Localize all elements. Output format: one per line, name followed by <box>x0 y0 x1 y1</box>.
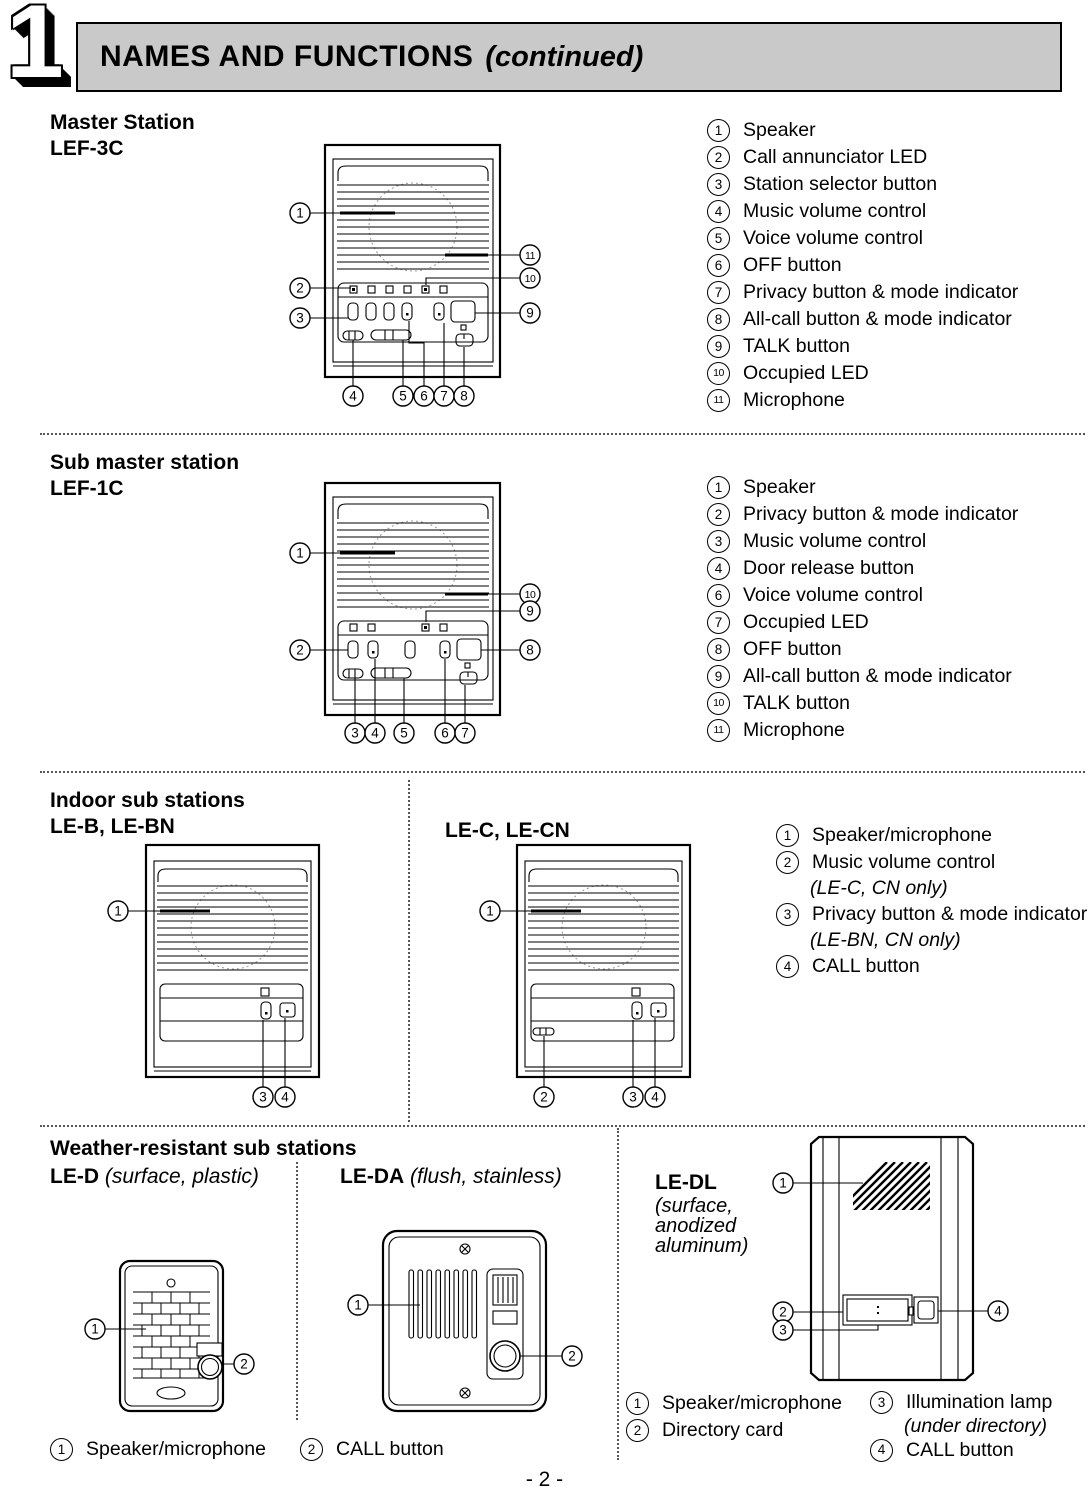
part-number: 11 <box>707 389 730 412</box>
master-model: LEF-3C <box>50 137 124 160</box>
le-d-heading <box>50 1164 259 1189</box>
chapter-number: 1 <box>6 0 64 100</box>
part-label: Speaker <box>743 119 816 141</box>
callout-number: 6 <box>441 725 449 741</box>
part-number: 1 <box>50 1438 73 1461</box>
callout-number: 9 <box>526 603 534 619</box>
callout-number: 1 <box>779 1175 787 1191</box>
callout-number: 10 <box>524 589 536 601</box>
part-number: 4 <box>776 955 799 978</box>
callout-number: 2 <box>296 280 304 296</box>
callout-number: 3 <box>779 1322 787 1338</box>
master-title: Master Station <box>50 111 195 134</box>
part-item <box>707 279 1018 306</box>
part-item <box>707 474 1018 501</box>
le-dl-heading <box>655 1170 748 1256</box>
part-item <box>776 849 1087 876</box>
callout-number: 3 <box>629 1089 637 1105</box>
part-number: 11 <box>707 719 730 742</box>
part-item <box>707 636 1018 663</box>
part-item <box>707 306 1018 333</box>
le-da-diagram <box>340 1225 600 1415</box>
section-title-bar <box>76 22 1062 92</box>
indoor-title: Indoor sub stations <box>50 789 245 812</box>
part-number: 4 <box>870 1439 893 1462</box>
led-row <box>350 624 447 631</box>
part-number: 7 <box>707 611 730 634</box>
callout-number: 3 <box>259 1089 267 1105</box>
part-label: CALL button <box>336 1438 444 1460</box>
le-b-diagram <box>105 840 365 1140</box>
part-label: TALK button <box>743 692 850 714</box>
part-label: Music volume control <box>743 200 927 222</box>
part-label: Speaker <box>743 476 816 498</box>
submaster-title: Sub master station <box>50 451 240 474</box>
part-number: 1 <box>707 119 730 142</box>
part-number: 1 <box>776 824 799 847</box>
callout-number: 10 <box>524 273 536 285</box>
part-item <box>776 822 1087 849</box>
le-dl-variant-line: anodized <box>655 1215 737 1237</box>
submaster-parts-list <box>707 474 1018 744</box>
part-number: 1 <box>707 476 730 499</box>
callout-number: 4 <box>651 1089 659 1105</box>
callout-number: 4 <box>371 725 379 741</box>
le-da-heading <box>340 1164 562 1189</box>
button-row <box>348 301 475 322</box>
part-label: CALL button <box>906 1438 1014 1461</box>
column-divider <box>408 780 410 1122</box>
part-label: Speaker/microphone <box>662 1392 842 1414</box>
part-label: Privacy button & mode indicator <box>743 281 1019 303</box>
le-c-diagram <box>476 840 736 1140</box>
le-dl-model: LE-DL <box>655 1171 717 1194</box>
part-number: 10 <box>707 692 730 715</box>
master-station-diagram <box>285 135 545 435</box>
part-label: CALL button <box>812 955 920 977</box>
callout-number: 1 <box>296 545 304 561</box>
callout-number: 7 <box>440 388 448 404</box>
part-number: 4 <box>707 557 730 580</box>
indoor-section-heading <box>50 788 245 840</box>
callout-number: 8 <box>460 388 468 404</box>
indoor-parts-list <box>776 822 1087 980</box>
callout-number: 2 <box>779 1304 787 1320</box>
le-d-diagram <box>75 1240 275 1420</box>
callout-number: 2 <box>568 1348 576 1364</box>
part-item <box>707 528 1018 555</box>
volume-controls <box>343 325 473 346</box>
part-note: (LE-C, CN only) <box>810 877 948 899</box>
indoor-model-b: LE-C, LE-CN <box>445 819 570 842</box>
callout-number: 5 <box>400 725 408 741</box>
section-divider <box>40 1125 1085 1127</box>
button-row <box>348 639 481 660</box>
submaster-section-heading <box>50 450 239 502</box>
volume-controls <box>343 663 477 684</box>
le-d-variant: (surface, plastic) <box>104 1165 259 1188</box>
part-number: 6 <box>707 254 730 277</box>
part-number: 7 <box>707 281 730 304</box>
part-item <box>707 717 1018 744</box>
le-d-model: LE-D <box>50 1165 99 1188</box>
speaker-slots <box>409 1270 477 1338</box>
part-number: 8 <box>707 638 730 661</box>
part-item <box>50 1436 266 1463</box>
part-item <box>626 1390 842 1417</box>
callout-number: 1 <box>114 903 122 919</box>
part-label: OFF button <box>743 254 842 276</box>
part-number: 3 <box>870 1391 893 1414</box>
indoor-model-a: LE-B, LE-BN <box>50 815 175 838</box>
part-label: Directory card <box>662 1419 784 1441</box>
speaker-hatch <box>833 1162 983 1216</box>
callout-number: 3 <box>296 310 304 326</box>
callout-number: 1 <box>296 205 304 221</box>
part-label: Door release button <box>743 557 915 579</box>
part-number: 5 <box>707 227 730 250</box>
le-dl-parts-col2 <box>870 1390 1052 1463</box>
part-label: Call annunciator LED <box>743 146 928 168</box>
part-item <box>707 609 1018 636</box>
sub-master-station-diagram <box>285 473 545 773</box>
part-note: (LE-BN, CN only) <box>810 929 961 951</box>
part-number: 4 <box>707 200 730 223</box>
callout-number: 1 <box>486 903 494 919</box>
part-number: 2 <box>776 851 799 874</box>
callout-number: 1 <box>91 1321 99 1337</box>
submaster-model: LEF-1C <box>50 477 124 500</box>
callout-number: 2 <box>296 642 304 658</box>
part-label: Illumination lamp <box>906 1391 1053 1413</box>
part-label: Privacy button & mode indicator <box>743 503 1019 525</box>
part-item <box>707 198 1018 225</box>
part-number: 3 <box>707 173 730 196</box>
callout-number: 5 <box>399 388 407 404</box>
part-label: Voice volume control <box>743 584 923 606</box>
part-number: 6 <box>707 584 730 607</box>
part-item <box>707 555 1018 582</box>
part-label: Speaker/microphone <box>812 824 992 846</box>
callout-number: 2 <box>240 1356 248 1372</box>
callout-number: 2 <box>540 1089 548 1105</box>
part-item <box>707 663 1018 690</box>
part-item <box>776 901 1087 928</box>
section-divider <box>40 433 1085 435</box>
part-label: All-call button & mode indicator <box>743 665 1012 687</box>
le-da-model: LE-DA <box>340 1165 405 1188</box>
part-label: Speaker/microphone <box>86 1438 266 1460</box>
part-item <box>707 387 1018 414</box>
part-label: Microphone <box>743 389 845 411</box>
part-item <box>776 953 1087 980</box>
part-item <box>707 144 1018 171</box>
part-item <box>870 1437 1052 1463</box>
part-label: All-call button & mode indicator <box>743 308 1012 330</box>
part-number: 9 <box>707 335 730 358</box>
section-divider <box>40 771 1085 773</box>
callout-number: 9 <box>526 305 534 321</box>
part-number: 10 <box>707 362 730 385</box>
part-number: 2 <box>707 146 730 169</box>
led-row <box>350 286 447 293</box>
callout-number: 4 <box>994 1303 1002 1319</box>
callout-number: 6 <box>420 388 428 404</box>
part-number: 2 <box>300 1438 323 1461</box>
le-dl-diagram <box>745 1130 1035 1390</box>
callout-number: 8 <box>526 642 534 658</box>
weather-title: Weather-resistant sub stations <box>50 1137 357 1160</box>
part-number: 1 <box>626 1392 649 1415</box>
part-item <box>707 501 1018 528</box>
part-item <box>707 690 1018 717</box>
part-label: Station selector button <box>743 173 938 195</box>
part-label: Voice volume control <box>743 227 923 249</box>
part-item <box>707 582 1018 609</box>
callout-number: 7 <box>461 725 469 741</box>
callout-number: 4 <box>281 1089 289 1105</box>
part-number: 2 <box>707 503 730 526</box>
part-label: Occupied LED <box>743 362 869 384</box>
part-item <box>707 225 1018 252</box>
part-item <box>626 1417 842 1444</box>
part-number: 2 <box>626 1419 649 1442</box>
callout-number: 1 <box>354 1297 362 1313</box>
callout-number: 11 <box>525 250 535 262</box>
le-dl-variant-line: aluminum) <box>655 1235 749 1257</box>
le-dl-parts-col1 <box>626 1390 842 1444</box>
part-number: 3 <box>707 530 730 553</box>
le-dl-variant-line: (surface, <box>655 1195 733 1217</box>
part-item <box>707 333 1018 360</box>
le-da-variant: (flush, stainless) <box>410 1165 562 1188</box>
page-title: NAMES AND FUNCTIONS <box>100 40 474 73</box>
part-number: 8 <box>707 308 730 331</box>
part-item <box>300 1436 444 1463</box>
page-number: - 2 - <box>525 1468 564 1491</box>
part-label: Microphone <box>743 719 845 741</box>
callout-number: 4 <box>349 388 357 404</box>
part-label: Privacy button & mode indicator <box>812 903 1088 925</box>
part-item <box>870 1390 1052 1415</box>
page-subtitle: (continued) <box>485 40 644 73</box>
part-label: Occupied LED <box>743 611 869 633</box>
part-label: OFF button <box>743 638 842 660</box>
part-label: Music volume control <box>743 530 927 552</box>
part-number: 9 <box>707 665 730 688</box>
column-divider <box>617 1128 619 1460</box>
part-label: Music volume control <box>812 851 996 873</box>
part-label: TALK button <box>743 335 850 357</box>
part-note: (under directory) <box>904 1414 1048 1437</box>
part-item <box>707 252 1018 279</box>
part-item <box>707 171 1018 198</box>
part-number: 3 <box>776 903 799 926</box>
callout-number: 3 <box>351 725 359 741</box>
master-section-heading <box>50 110 195 162</box>
column-divider <box>296 1162 298 1420</box>
part-item <box>707 117 1018 144</box>
master-parts-list <box>707 117 1018 414</box>
part-item <box>707 360 1018 387</box>
